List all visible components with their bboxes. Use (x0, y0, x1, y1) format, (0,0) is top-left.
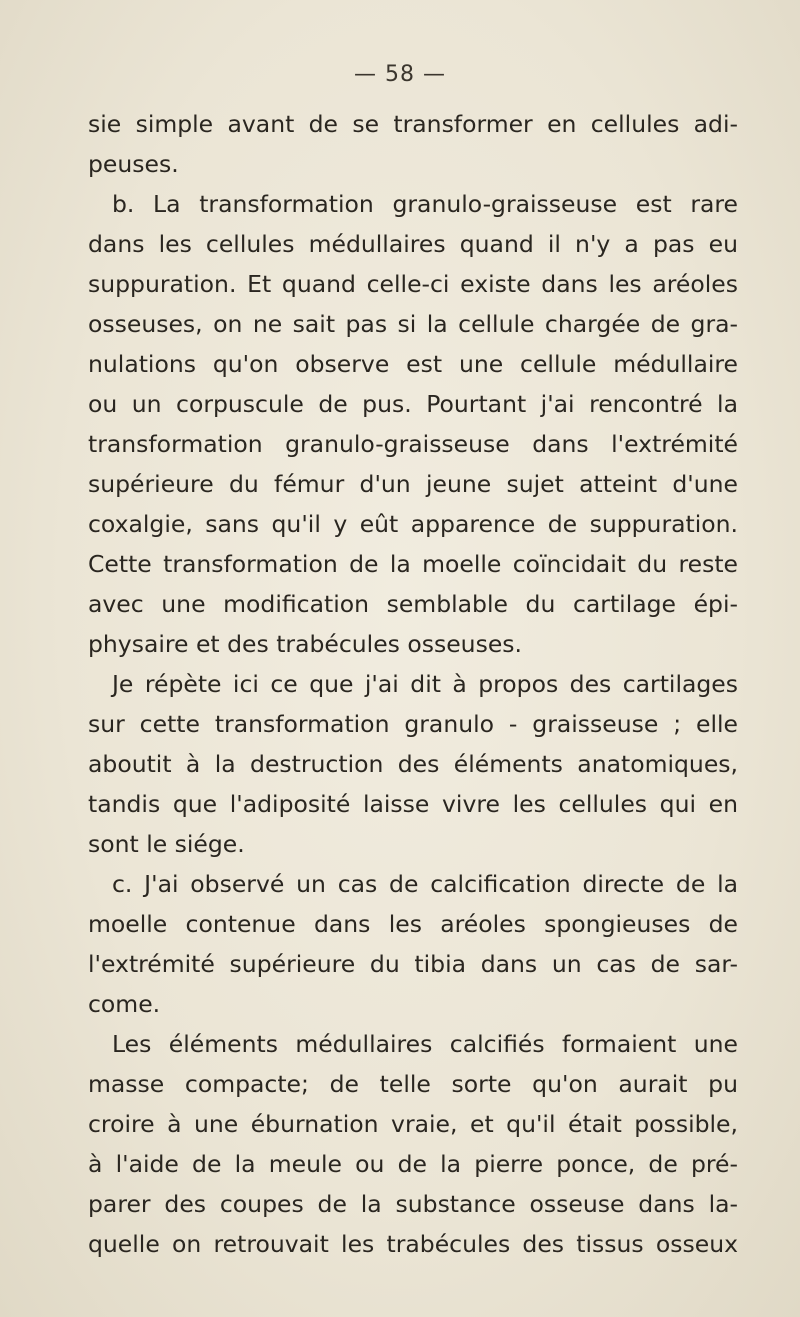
text-line: sur cette transformation granulo - graisseuse ; elle (88, 710, 738, 738)
text-line: ou un corpuscule de pus. Pourtant j'ai rencontré la (88, 390, 738, 418)
text-line: avec une modification semblable du cartilage épi- (88, 590, 738, 618)
text-line: come. (88, 990, 161, 1018)
text-line: sont le siége. (88, 830, 245, 858)
text-line: quelle on retrouvait les trabécules des tissus osseux (88, 1230, 738, 1258)
text-line: coxalgie, sans qu'il y eût apparence de suppuration. (88, 510, 738, 538)
text-line: moelle contenue dans les aréoles spongieuses de (88, 910, 738, 938)
text-line: Cette transformation de la moelle coïncidait du reste (88, 550, 738, 578)
text-line: b. La transformation granulo-graisseuse est rare (112, 190, 738, 218)
text-body (88, 104, 738, 1264)
text-line: sie simple avant de se transformer en cellules adi- (88, 110, 738, 138)
text-line: Je répète ici ce que j'ai dit à propos des cartilages (112, 670, 738, 698)
text-line: tandis que l'adiposité laisse vivre les cellules qui en (88, 790, 738, 818)
page-number: — 58 — (354, 62, 446, 87)
text-line: peuses. (88, 150, 179, 178)
text-line: supérieure du fémur d'un jeune sujet atteint d'une (88, 470, 738, 498)
text-line: l'extrémité supérieure du tibia dans un cas de sar- (88, 950, 738, 978)
text-line: nulations qu'on observe est une cellule médullaire (88, 350, 738, 378)
text-line: Les éléments médullaires calcifiés formaient une (112, 1030, 738, 1058)
text-line: physaire et des trabécules osseuses. (88, 630, 522, 658)
text-line: dans les cellules médullaires quand il n'y a pas eu (88, 230, 738, 258)
text-line: suppuration. Et quand celle-ci existe dans les aréoles (88, 270, 738, 298)
text-line: à l'aide de la meule ou de la pierre ponce, de pré- (88, 1150, 738, 1178)
text-line: osseuses, on ne sait pas si la cellule chargée de gra- (88, 310, 738, 338)
text-line: c. J'ai observé un cas de calcification directe de la (112, 870, 738, 898)
text-line: parer des coupes de la substance osseuse dans la- (88, 1190, 738, 1218)
text-line: aboutit à la destruction des éléments anatomiques, (88, 750, 738, 778)
text-line: croire à une éburnation vraie, et qu'il était possible, (88, 1110, 738, 1138)
text-line: transformation granulo-graisseuse dans l'extrémité (88, 430, 738, 458)
text-line: masse compacte; de telle sorte qu'on aurait pu (88, 1070, 738, 1098)
